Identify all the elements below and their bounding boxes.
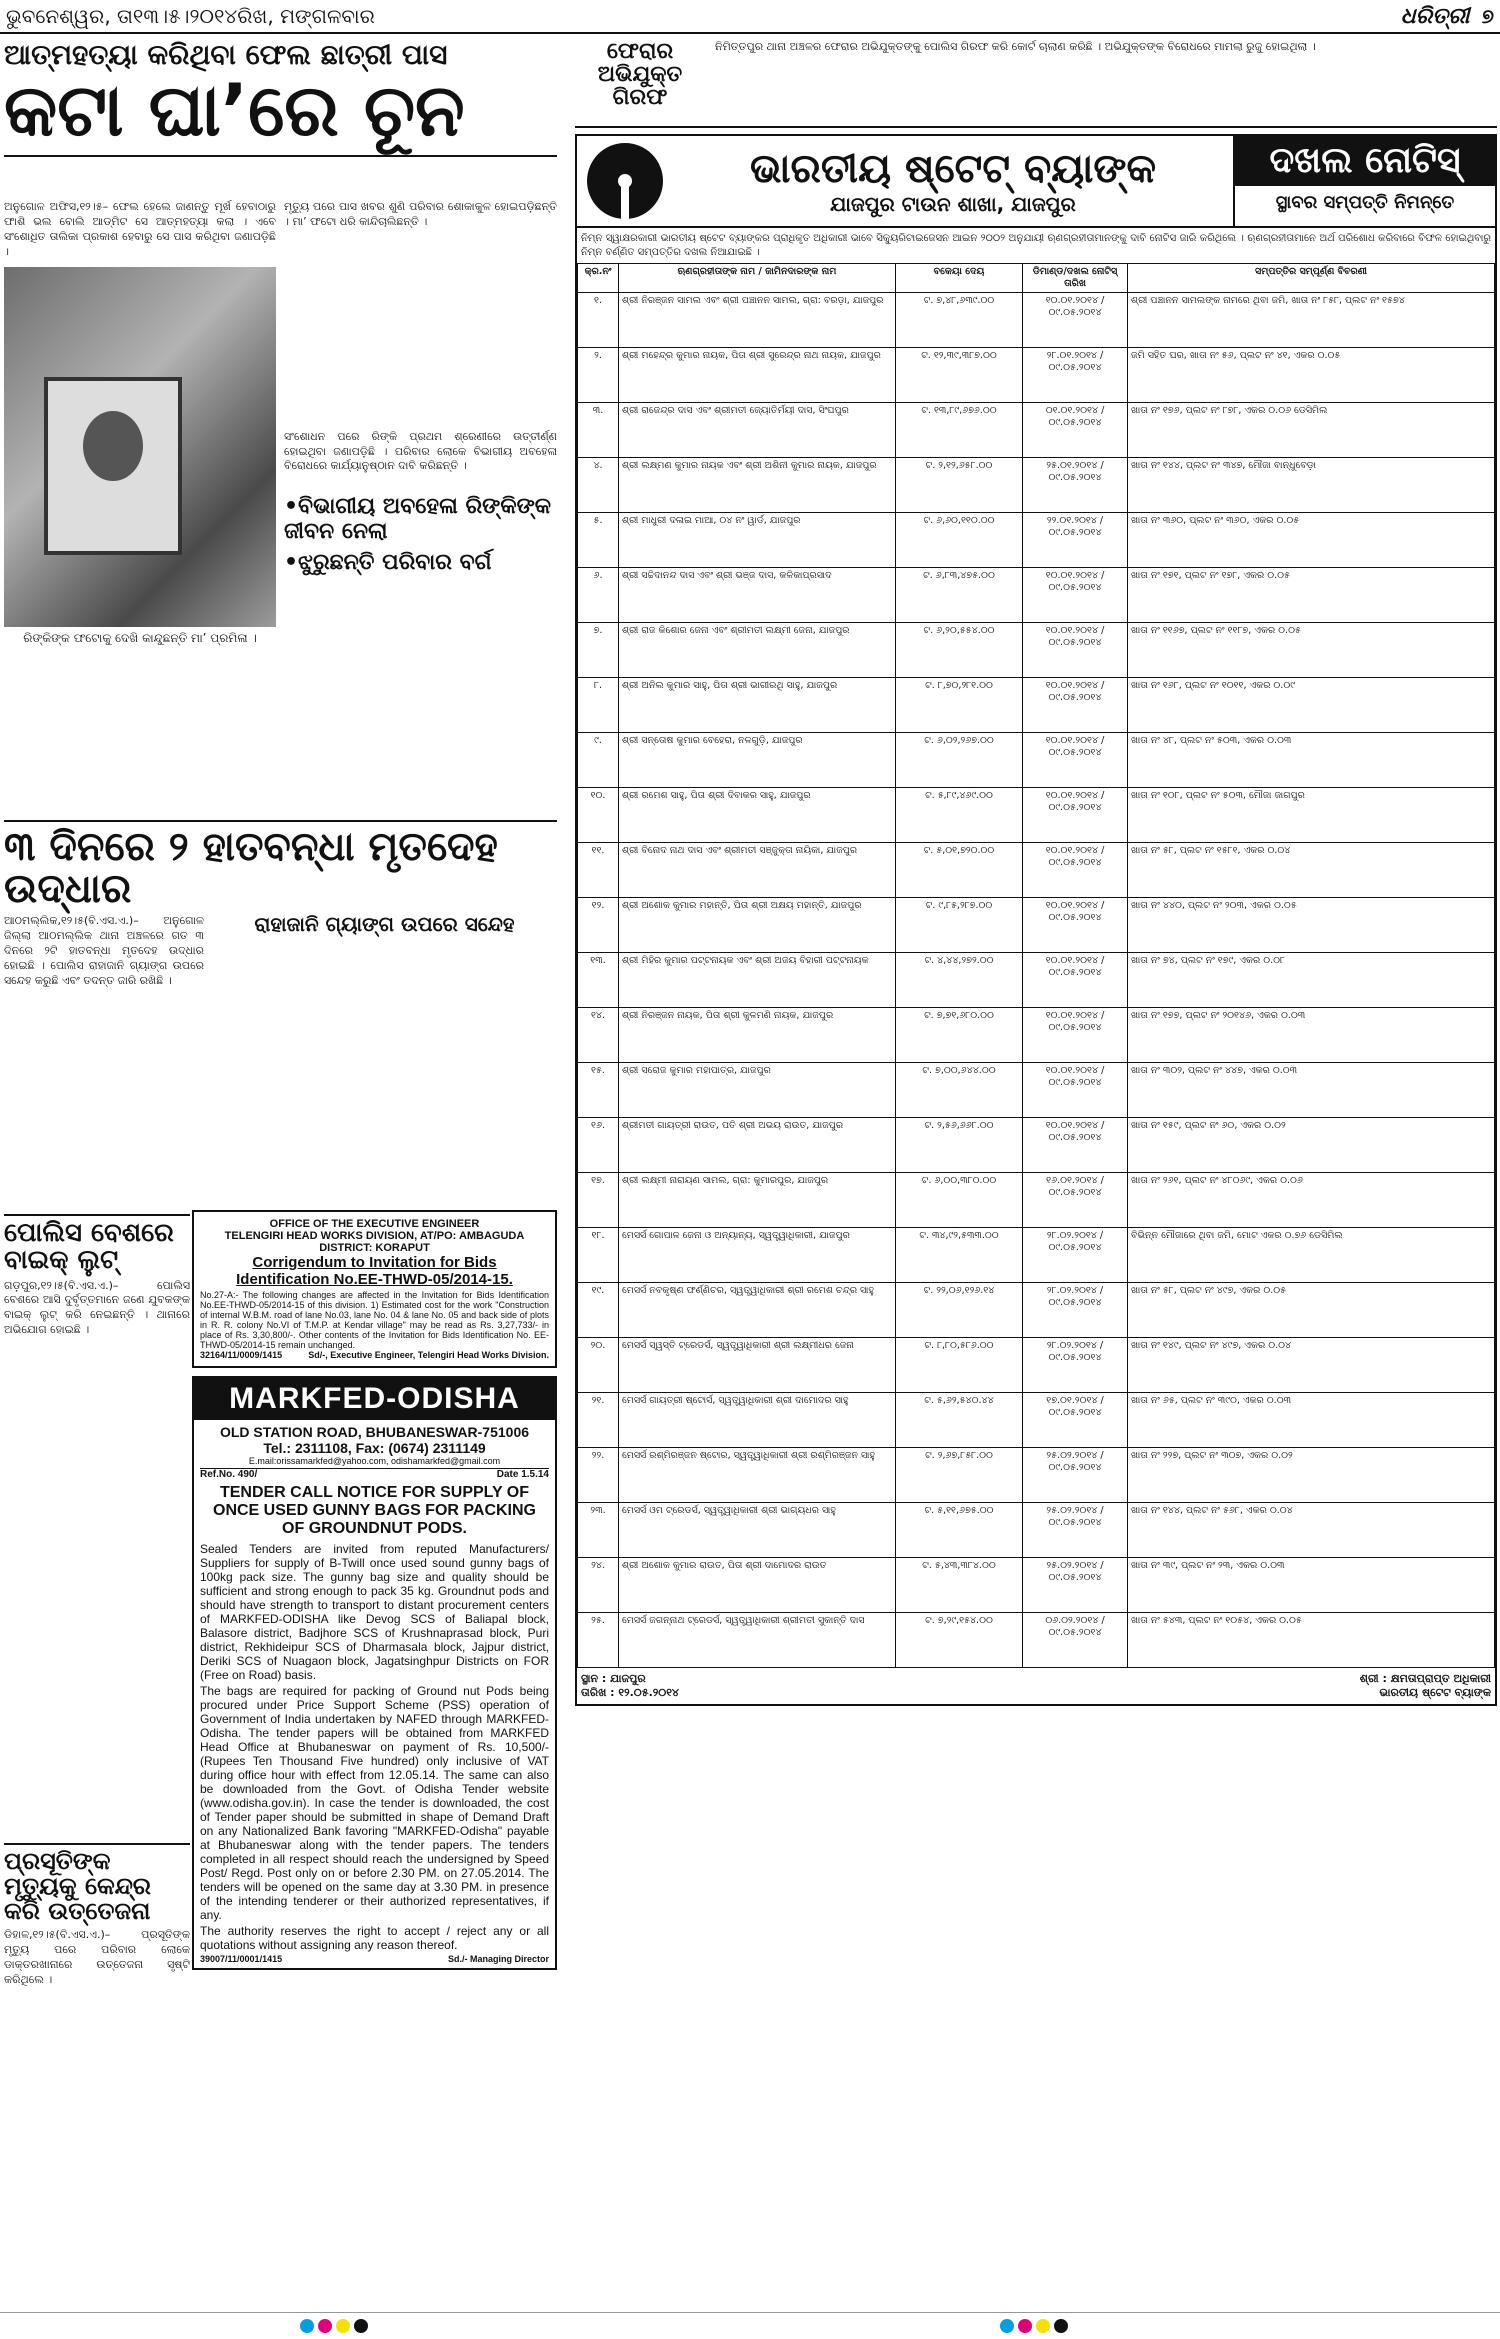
sbi-table-row xyxy=(578,512,1495,567)
sbi-table-cell: ୨୮.୦୧.୨୦୧୪ / ୦୯.୦୫.୨୦୧୪ xyxy=(1023,347,1128,402)
sbi-table-cell: ଖାତା ନଂ ୧୭୭, ପ୍ଲଟ ନଂ ୨୦୧୪୬, ଏକର ୦.୦୩ xyxy=(1128,1007,1495,1062)
sbi-table-cell: ଶ୍ରୀ ମାଧୁରୀ ଦଳାଇ ମାଆ, ୦୪ ନଂ ୱାର୍ଡ, ଯାଜପୁର xyxy=(619,512,896,567)
sbi-table-cell: ମେସର୍ସ ଜଗନ୍ନାଥ ଟ୍ରେଡର୍ସ, ସ୍ୱତ୍ତ୍ୱାଧିକାରୀ ଶ୍ରୀମତୀ ସୁକାନ୍ତି ଦାସ xyxy=(619,1612,896,1667)
sbi-table-cell: ଖାତା ନଂ ୩୬୦, ପ୍ଲଟ ନଂ ୩୬୦, ଏକର ୦.୦୫ xyxy=(1128,512,1495,567)
sbi-table-cell: ମେସର୍ସ ଓମ ଟ୍ରେଡର୍ସ, ସ୍ୱତ୍ତ୍ୱାଧିକାରୀ ଶ୍ରୀ ଭାଗ୍ୟଧର ସାହୁ xyxy=(619,1502,896,1557)
story1-p2: ମୃତ୍ୟୁ ପରେ ପାସ ଖବର ଶୁଣି ପରିବାର ଶୋକାକୁଳ ହୋଇପଡ଼ିଛନ୍ତି । ମା’ ଫଟୋ ଧରି କାନ୍ଦିଚାଲିଛନ୍ତି । xyxy=(284,200,557,228)
story1-p1: ଅନୁଗୋଳ ଅଫିସ,୧୨।୫– ଫେଲ ହେଲେ ଜାଣନ୍ତୁ ମୂର୍ଖ ହେବାଠାରୁ ଫାଶି ଭଲ ବୋଲି ଆଡ୍‌ମିଟ ସେ ଆତ୍ମହତ୍ୟା କଲା । ଏବେ ସଂଶୋଧିତ ତାଲିକା ପ୍ରକାଶ ହେବାରୁ ସେ ପାସ କରିଥିବା ଜଣାପଡ଼ିଛି । xyxy=(4,200,276,258)
sbi-table-cell: ୧୦.୦୧.୨୦୧୪ / ୦୯.୦୫.୨୦୧୪ xyxy=(1023,1062,1128,1117)
markfed-address: OLD STATION ROAD, BHUBANESWAR-751006 xyxy=(219,1424,530,1440)
sbi-table-cell: ୧୦.୦୧.୨୦୧୪ / ୦୯.୦୫.୨୦୧୪ xyxy=(1023,1007,1128,1062)
page-header xyxy=(0,0,1500,34)
markfed-tel: Tel.: 2311108, Fax: (0674) 2311149 xyxy=(263,1440,486,1456)
sbi-table-cell: ଖାତା ନଂ ୩୦୨, ପ୍ଲଟ ନଂ ୪୪୭, ଏକର ୦.୦୩ xyxy=(1128,1062,1495,1117)
print-registration-strip xyxy=(0,2312,1500,2339)
markfed-ad xyxy=(192,1376,557,1970)
thwd-line-2: TELENGIRI HEAD WORKS DIVISION, AT/PO: AMBAGUDA xyxy=(224,1230,525,1242)
sbi-table-cell: ୧୮. xyxy=(578,1227,619,1282)
sbi-table-cell: ୧୦.୦୧.୨୦୧୪ / ୦୯.୦୫.୨୦୧୪ xyxy=(1023,622,1128,677)
sbi-table-row xyxy=(578,567,1495,622)
sbi-table-cell: ୧୦.୦୧.୨୦୧୪ / ୦୯.୦୫.୨୦୧୪ xyxy=(1023,732,1128,787)
sbi-title: ଭାରତୀୟ ଷ୍ଟେଟ୍ ବ୍ୟାଙ୍କ xyxy=(749,146,1157,192)
sbi-table-cell: ଶ୍ରୀ ନିରଞ୍ଜନ ନାୟକ, ପିତା ଶ୍ରୀ କୁଳମଣି ନାୟକ, ଯାଜପୁର xyxy=(619,1007,896,1062)
thwd-sign: Sd/-, Executive Engineer, Telengiri Head Works Division. xyxy=(308,1350,549,1360)
sbi-table-cell: ମେସର୍ସ ନବକୃଷ୍ଣ ଫର୍ଣ୍ଣିଚର, ସ୍ୱତ୍ତ୍ୱାଧିକାରୀ ଶ୍ରୀ ରମେଶ ଚନ୍ଦ୍ର ସାହୁ xyxy=(619,1282,896,1337)
sbi-table-cell: ଟ. ୮,୮୦,୫୮୬.୦୦ xyxy=(896,1337,1023,1392)
sbi-table-cell: ଖାତା ନଂ ୨୬୧, ପ୍ଲଟ ନଂ ୪୮୦୬୯, ଏକର ୦.୦୬ xyxy=(1128,1172,1495,1227)
sbi-table-cell: ଟ. ୭,୭୧,୬୮୦.୦୦ xyxy=(896,1007,1023,1062)
sbi-table-cell: ଟ. ୨୨,୦୬,୧୨୬.୧୪ xyxy=(896,1282,1023,1337)
sbi-table-cell: ୦୬.୦୨.୨୦୧୪ / ୦୯.୦୫.୨୦୧୪ xyxy=(1023,1612,1128,1667)
sbi-table-cell: ୫. xyxy=(578,512,619,567)
sbi-table-row xyxy=(578,1612,1495,1667)
story1-bullet-1: •ବିଭାଗୀୟ ଅବହେଳା ରିଙ୍କିଙ୍କ ଜୀବନ ନେଲା xyxy=(284,494,552,545)
sbi-table-row xyxy=(578,1392,1495,1447)
sbi-table-cell: ୨୦. xyxy=(578,1337,619,1392)
story-top xyxy=(4,40,557,161)
sbi-table-cell: ୧୭.୦୧.୨୦୧୪ / ୦୯.୦୫.୨୦୧୪ xyxy=(1023,1392,1128,1447)
sbi-table-cell: ଟ. ୬,୬୦,୧୧୦.୦୦ xyxy=(896,512,1023,567)
sbi-table-cell: ମେସର୍ସ ଗୋପାଳ ଜେନା ଓ ଅନ୍ୟାନ୍ୟ, ସ୍ୱତ୍ତ୍ୱାଧିକାରୀ, ଯାଜପୁର xyxy=(619,1227,896,1282)
sbi-table-cell: ୧୦.୦୧.୨୦୧୪ / ୦୯.୦୫.୨୦୧୪ xyxy=(1023,842,1128,897)
story1-caption: ରିଙ୍କିଙ୍କ ଫଟୋକୁ ଦେଖି କାନ୍ଦୁଛନ୍ତି ମା’ ପ୍ରମିଳା । xyxy=(23,631,257,646)
sbi-table-cell: ୧୧. xyxy=(578,842,619,897)
sbi-table-cell: ଟ. ୨,୫୬,୬୬୮.୦୦ xyxy=(896,1117,1023,1172)
sbi-table-cell: ଟ. ୮,୭୦,୨୮୧.୦୦ xyxy=(896,677,1023,732)
sbi-table-cell: ମେସର୍ସ ସ୍ୱସ୍ତି ଟ୍ରେଡର୍ସ, ସ୍ୱତ୍ତ୍ୱାଧିକାରୀ ଶ୍ରୀ ଲକ୍ଷ୍ମୀଧର ଜେନା xyxy=(619,1337,896,1392)
ads-column xyxy=(192,1210,557,1970)
thwd-ad xyxy=(192,1210,557,1368)
sbi-table-cell: ୯. xyxy=(578,732,619,787)
sbi-table-cell: ଟ. ୬,୦୨,୨୬୭.୦୦ xyxy=(896,732,1023,787)
sbi-table-cell: ଖାତା ନଂ ୪୪୦, ପ୍ଲଟ ନଂ ୨୦୩, ଏକର ୦.୦୫ xyxy=(1128,897,1495,952)
sbi-table-cell: ୧୭. xyxy=(578,1172,619,1227)
sbi-table-cell: ଜମି ସହିତ ଘର, ଖାତା ନଂ ୫୬, ପ୍ଲଟ ନଂ ୪୧, ଏକର ୦.୦୫ xyxy=(1128,347,1495,402)
story1-body xyxy=(4,200,557,989)
sbi-table-cell: ଟ. ୭,୦୦,୬୪୪.୦୦ xyxy=(896,1062,1023,1117)
story1-photo xyxy=(4,267,276,627)
sbi-table-cell: ଖାତା ନଂ ୧୬୮, ପ୍ଲଟ ନଂ ୧୦୧୧, ଏକର ୦.୦୯ xyxy=(1128,677,1495,732)
sbi-table-cell: ୨. xyxy=(578,347,619,402)
thwd-line-4: Corrigendum to Invitation for Bids xyxy=(252,1254,497,1271)
sbi-table-cell: ୧୪. xyxy=(578,1007,619,1062)
sbi-table-row xyxy=(578,292,1495,347)
sbi-table-row xyxy=(578,402,1495,457)
sbi-table-cell: ୧୦. xyxy=(578,787,619,842)
sbi-table-cell: ଟ. ୬,୨୦,୫୫୪.୦୦ xyxy=(896,622,1023,677)
markfed-sign: Sd./- Managing Director xyxy=(447,1954,549,1964)
sbi-col-header: ବକେୟା ଦେୟ xyxy=(896,264,1023,293)
sbi-table-cell: ଟ. ୫,୧୧,୬୭୫.୦୦ xyxy=(896,1502,1023,1557)
sbi-table-cell: ଟ. ୨,୧୨,୬୫୮.୦୦ xyxy=(896,457,1023,512)
sbi-table-cell: ଖାତା ନଂ ୫୪୩, ପ୍ଲଟ ନଂ ୧୦୫୪, ଏକର ୦.୦୫ xyxy=(1128,1612,1495,1667)
sbi-table-row xyxy=(578,1227,1495,1282)
sbi-table-cell: ମେସର୍ସ ରଶ୍ମିରଞ୍ଜନ ଷ୍ଟୋର, ସ୍ୱତ୍ତ୍ୱାଧିକାରୀ ଶ୍ରୀ ରଶ୍ମିରଞ୍ଜନ ସାହୁ xyxy=(619,1447,896,1502)
story1-headline: କଟା ଘା’ରେ ଚୂନ xyxy=(4,68,465,153)
sbi-table-cell: ଶ୍ରୀ ସନ୍ତୋଷ କୁମାର ବେହେରା, ନଳଗୁଡ଼ି, ଯାଜପୁର xyxy=(619,732,896,787)
sbi-table-row xyxy=(578,1007,1495,1062)
sbi-table-row xyxy=(578,787,1495,842)
markfed-title: MARKFED-ODISHA xyxy=(194,1378,555,1420)
story1-bullet-2: •ଝୁରୁଛନ୍ତି ପରିବାର ବର୍ଗ xyxy=(284,550,492,576)
sbi-table-cell: ଟ. ୫,୬୨,୫୪୦.୪୪ xyxy=(896,1392,1023,1447)
markfed-ref: Ref.No. 490/ xyxy=(200,1469,258,1480)
sbi-table-row xyxy=(578,677,1495,732)
sbi-table-row xyxy=(578,1447,1495,1502)
thwd-line-1: OFFICE OF THE EXECUTIVE ENGINEER xyxy=(269,1218,480,1230)
sbi-table-cell: ଶ୍ରୀ ଅଶୋକ କୁମାର ରାଉତ, ପିତା ଶ୍ରୀ ଦାମୋଦର ରାଉତ xyxy=(619,1557,896,1612)
story3-headline: ପୋଲିସ ବେଶରେ ବାଇକ୍ ଲୁଟ୍ xyxy=(4,1218,174,1276)
sbi-table-cell: ୭. xyxy=(578,622,619,677)
markfed-ref2: 39007/11/0001/1415 xyxy=(200,1954,283,1964)
sbi-table-row xyxy=(578,842,1495,897)
sbi-signatory-2: ଭାରତୀୟ ଷ୍ଟେଟ ବ୍ୟାଙ୍କ xyxy=(1379,1685,1491,1699)
sbi-table-cell: ୨୮.୦୨.୨୦୧୪ / ୦୯.୦୫.୨୦୧୪ xyxy=(1023,1227,1128,1282)
sbi-table-cell: ଶ୍ରୀ ଅନିଲ କୁମାର ସାହୁ, ପିତା ଶ୍ରୀ ଭାଗୀରଥି ସାହୁ, ଯାଜପୁର xyxy=(619,677,896,732)
sbi-table-cell: ୨୨. xyxy=(578,1447,619,1502)
sbi-table-cell: ଖାତା ନଂ ୧୪୪, ପ୍ଲଟ ନଂ ୫୬୮, ଏକର ୦.୦୪ xyxy=(1128,1502,1495,1557)
sbi-logo-icon xyxy=(577,136,673,226)
sbi-table-cell: ଟ. ୨,୬୭,୮୫୮.୦୦ xyxy=(896,1447,1023,1502)
sbi-table-row xyxy=(578,622,1495,677)
sbi-table-cell: ଶ୍ରୀ ରମେଶ ସାହୁ, ପିତା ଶ୍ରୀ ଦିବାକର ସାହୁ, ଯାଜପୁର xyxy=(619,787,896,842)
sbi-table-cell: ଖାତା ନଂ ୧୭୧, ପ୍ଲଟ ନଂ ୧୭୮, ଏକର ୦.୦୫ xyxy=(1128,567,1495,622)
sbi-table-cell: ୨୮.୦୨.୨୦୧୪ / ୦୯.୦୫.୨୦୧୪ xyxy=(1023,1282,1128,1337)
markfed-date: Date 1.5.14 xyxy=(496,1469,549,1480)
sbi-table-cell: ଖାତା ନଂ ୫୮, ପ୍ଲଟ ନଂ ୧୫୮୧, ଏକର ୦.୦୪ xyxy=(1128,842,1495,897)
markfed-email: E.mail:orissamarkfed@yahoo.com, odishamarkfed@gmail.com xyxy=(200,1456,549,1469)
sbi-col-header: ସମ୍ପତ୍ତିର ସମ୍ପୂର୍ଣ୍ଣ ବିବରଣୀ xyxy=(1128,264,1495,293)
sbi-table-row xyxy=(578,1117,1495,1172)
story4-headline: ପ୍ରସୂତିଙ୍କ ମୃତ୍ୟୁକୁ କେନ୍ଦ୍ର କରି ଉତ୍ତେଜନା xyxy=(4,1846,152,1925)
sbi-table-cell: ଖାତା ନଂ ୧୪୪, ପ୍ଲଟ ନଂ ୩୪୭, ମୌଜା ବାନ୍ଧୁବେଡ଼ା xyxy=(1128,457,1495,512)
sbi-table-cell: ୨୫.୦୨.୨୦୧୪ / ୦୯.୦୫.୨୦୧୪ xyxy=(1023,1557,1128,1612)
sbi-table-cell: ଟ. ୫,୪୩,୩୮୪.୦୦ xyxy=(896,1557,1023,1612)
sbi-table-cell: ଖାତା ନଂ ୧୪୯, ପ୍ଲଟ ନଂ ୪୯୭, ଏକର ୦.୦୪ xyxy=(1128,1337,1495,1392)
sbi-table-cell: ୦୧.୦୧.୨୦୧୪ / ୦୯.୦୫.୨୦୧୪ xyxy=(1023,402,1128,457)
sbi-table-cell: ୬. xyxy=(578,567,619,622)
sbi-table-cell: ୨୫.୦୨.୨୦୧୪ / ୦୯.୦୫.୨୦୧୪ xyxy=(1023,1447,1128,1502)
story5-body: ନିମିତ୍ତପୁର ଥାନା ଅଞ୍ଚଳର ଫେରାର ଅଭିଯୁକ୍ତଙ୍କୁ ପୋଲିସ ଗିରଫ କରି କୋର୍ଟ ଚାଲାଣ କରିଛି । ଅଭିଯୁକ୍ତଙ୍କ ବିରୋଧରେ ମାମଲା ରୁଜୁ ହୋଇଥିଲା । xyxy=(715,40,1316,53)
right-column xyxy=(575,40,1497,1706)
sbi-table-cell: ୨୨.୦୧.୨୦୧୪ / ୦୯.୦୫.୨୦୧୪ xyxy=(1023,512,1128,567)
sbi-notice xyxy=(575,134,1497,1706)
sbi-notice-title: ଦଖଲ ନୋଟିସ୍ xyxy=(1235,136,1495,186)
brand-logo: ଧରିତ୍ରୀ xyxy=(1400,3,1470,29)
sbi-table-cell: ୧୬.୦୧.୨୦୧୪ / ୦୯.୦୫.୨୦୧୪ xyxy=(1023,1172,1128,1227)
markfed-p1: Sealed Tenders are invited from reputed Manufacturers/ Suppliers for supply of B-Twill once used sound gunny bags of 100kg pack size. The gunny bag size and quality should be sufficient and strong enough to pack 35 kg. Groundnut pods and should have strength to transport to distant procurement centers of MARKFED-ODISHA like Devog SCS of Baliapal block, Balasore district, Badjhore SCS of Krushnaprasad block, Puri district, Rekhideipur SCS of Dharmasala block, Jajpur district, Deriki SCS of Nuagaon block, Jagatsinghpur Districts on FOR (Free on Road) basis. xyxy=(200,1542,549,1682)
sbi-table-cell: ଶ୍ରୀ ଲକ୍ଷ୍ମଣ କୁମାର ନାୟକ ଏବଂ ଶ୍ରୀ ଅଶିନୀ କୁମାର ନାୟକ, ଯାଜପୁର xyxy=(619,457,896,512)
sbi-table-cell: ଖାତା ନଂ ୩୯, ପ୍ଲଟ ନଂ ୨୩, ଏକର ୦.୦୩ xyxy=(1128,1557,1495,1612)
sbi-col-header: କ୍ର.ନଂ xyxy=(578,264,619,293)
sbi-table-cell: ୮. xyxy=(578,677,619,732)
sbi-table-cell: ମେସର୍ସ ଗାୟତ୍ରୀ ଷ୍ଟୋର୍ସ, ସ୍ୱତ୍ତ୍ୱାଧିକାରୀ ଶ୍ରୀ ଦାମୋଦର ସାହୁ xyxy=(619,1392,896,1447)
sbi-table-cell: ଶ୍ରୀ ବିନୋଦ ନାଥ ଦାସ ଏବଂ ଶ୍ରୀମତୀ ସଞ୍ଜୁକ୍ତା ନାୟିକା, ଯାଜପୁର xyxy=(619,842,896,897)
sbi-table-cell: ଟ. ୭,୪୮,୬୩୯.୦୦ xyxy=(896,292,1023,347)
story2-headline: ୩ ଦିନରେ ୨ ହାତବନ୍ଧା ମୃତଦେହ ଉଦ୍ଧାର xyxy=(4,824,498,913)
sbi-table-cell: ୨୫.୦୨.୨୦୧୪ / ୦୯.୦୫.୨୦୧୪ xyxy=(1023,1502,1128,1557)
markfed-heading: TENDER CALL NOTICE FOR SUPPLY OF ONCE USED GUNNY BAGS FOR PACKING OF GROUNDNUT PODS. xyxy=(213,1484,536,1537)
sbi-table-cell: ଟ. ୬,୦୦,୩୮୦.୦୦ xyxy=(896,1172,1023,1227)
sbi-table-cell: ୨୫. xyxy=(578,1612,619,1667)
sbi-table-cell: ଶ୍ରୀ ମିହିର କୁମାର ପଟ୍ଟନାୟକ ଏବଂ ଶ୍ରୀ ଅଜୟ ବିହାରୀ ପଟ୍ଟନାୟକ xyxy=(619,952,896,1007)
sbi-table-cell: ଖାତା ନଂ ୭୪, ପ୍ଲଟ ନଂ ୧୭୯, ଏକର ୦.୦୮ xyxy=(1128,952,1495,1007)
sbi-table-cell: ୧୯. xyxy=(578,1282,619,1337)
story1-kicker: ଆତ୍ମହତ୍ୟା କରିଥିବା ଫେଲ ଛାତ୍ରୀ ପାସ xyxy=(4,38,448,71)
sbi-table-cell: ଶ୍ରୀ ସଚ୍ଚିଦାନନ୍ଦ ଦାସ ଏବଂ ଶ୍ରୀ ଭଞ୍ଜ ଦାସ, କଳିକାପ୍ରସାଦ xyxy=(619,567,896,622)
sbi-table-cell: ଟ. ୭,୨୯,୧୫୪.୦୦ xyxy=(896,1612,1023,1667)
sbi-table-cell: ୧୦.୦୧.୨୦୧୪ / ୦୯.୦୫.୨୦୧୪ xyxy=(1023,1117,1128,1172)
sbi-table-cell: ଶ୍ରୀମତୀ ଗାୟତ୍ରୀ ରାଉତ, ପତି ଶ୍ରୀ ଅଭୟ ରାଉତ, ଯାଜପୁର xyxy=(619,1117,896,1172)
sbi-table-cell: ୨୫.୦୧.୨୦୧୪ / ୦୯.୦୫.୨୦୧୪ xyxy=(1023,457,1128,512)
sbi-table-cell: ୧୦.୦୧.୨୦୧୪ / ୦୯.୦୫.୨୦୧୪ xyxy=(1023,677,1128,732)
sbi-table-row xyxy=(578,897,1495,952)
sbi-table-cell: ୧. xyxy=(578,292,619,347)
sbi-place: ସ୍ଥାନ : ଯାଜପୁର xyxy=(581,1671,646,1685)
sbi-table-cell: ଶ୍ରୀ ପଞ୍ଚାନନ ସାମଲଙ୍କ ନାମରେ ଥିବା ଜମି, ଖାତା ନଂ ୮୫୮, ପ୍ଲଟ ନଂ ୧୫୭୪ xyxy=(1128,292,1495,347)
sbi-col-header: ଡିମାଣ୍ଡ/ଦଖଲ ନୋଟିସ୍ ତାରିଖ xyxy=(1023,264,1128,293)
story2-sub: ରାହାଜାନି ଗ୍ୟାଙ୍ଗ ଉପରେ ସନ୍ଦେହ xyxy=(254,912,515,937)
sbi-table-row xyxy=(578,457,1495,512)
sbi-table-row xyxy=(578,1337,1495,1392)
sbi-branch: ଯାଜପୁର ଟାଉନ ଶାଖା, ଯାଜପୁର xyxy=(830,192,1076,216)
story5-kicker: ଫେରାର ଅଭିଯୁକ୍ତ ଗିରଫ xyxy=(597,39,683,111)
sbi-date: ତାରିଖ : ୧୨.୦୫.୨୦୧୪ xyxy=(581,1685,679,1699)
sbi-intro: ନିମ୍ନ ସ୍ୱାକ୍ଷରକାରୀ ଭାରତୀୟ ଷ୍ଟେଟ ବ୍ୟାଙ୍କର ପ୍ରାଧିକୃତ ଅଧିକାରୀ ଭାବେ ସିକ୍ୟୁରିଟାଇଜେସନ ଆଇନ ୨୦୦୨ ଅନୁଯାୟୀ ଋଣଗ୍ରହୀତାମାନଙ୍କୁ ଦାବି ନୋଟିସ ଜାରି କରିଥିଲେ । ଋଣଗ୍ରହୀତାମାନେ ଅର୍ଥ ପରିଶୋଧ କରିବାରେ ବିଫଳ ହୋଇଥିବାରୁ ନିମ୍ନ ବର୍ଣ୍ଣିତ ସମ୍ପତ୍ତିର ଦଖଲ ନିଆଯାଇଛି । xyxy=(581,233,1491,258)
sbi-table-cell: ୨୩. xyxy=(578,1502,619,1557)
sbi-table-cell: ଖାତା ନଂ ୪୮, ପ୍ଲଟ ନଂ ୫୦୩, ଏକର ୦.୦୩ xyxy=(1128,732,1495,787)
sbi-table-cell: ୧୦.୦୧.୨୦୧୪ / ୦୯.୦୫.୨୦୧୪ xyxy=(1023,952,1128,1007)
sbi-table-cell: ୧୦.୦୧.୨୦୧୪ / ୦୯.୦୫.୨୦୧୪ xyxy=(1023,787,1128,842)
sbi-table-cell: ଶ୍ରୀ ରାଜେନ୍ଦ୍ର ଦାସ ଏବଂ ଶ୍ରୀମତୀ ଜ୍ୟୋତିର୍ମୟୀ ଦାସ, ସିଂଘପୁର xyxy=(619,402,896,457)
sbi-table-cell: ଖାତା ନଂ ୧୭୬, ପ୍ଲଟ ନଂ ୮୭୮, ଏକର ୦.୦୬ ଡେସିମିଲ xyxy=(1128,402,1495,457)
sbi-table-cell: ୧୩. xyxy=(578,952,619,1007)
sbi-table-cell: ୨୪. xyxy=(578,1557,619,1612)
sbi-table-cell: ବିଭିନ୍ନ ମୌଜାରେ ଥିବା ଜମି, ମୋଟ ଏକର ୦.୭୬ ଡେସିମିଲ xyxy=(1128,1227,1495,1282)
sbi-table-cell: ଟ. ୫,୮୯,୪୬୯.୦୦ xyxy=(896,787,1023,842)
sbi-table-cell: ୧୦.୦୧.୨୦୧୪ / ୦୯.୦୫.୨୦୧୪ xyxy=(1023,897,1128,952)
sbi-table-cell: ଶ୍ରୀ ଲକ୍ଷ୍ମୀ ନାରାୟଣ ସାମଲ, ଗ୍ରା: କୁମାରପୁର, ଯାଜପୁର xyxy=(619,1172,896,1227)
sbi-table-cell: ୨୮.୦୨.୨୦୧୪ / ୦୯.୦୫.୨୦୧୪ xyxy=(1023,1337,1128,1392)
page-number: ୭ xyxy=(1481,3,1494,28)
story4-body: ଡିହାଳ,୧୨।୫(ବି.ଏସ.ଏ.)– ପ୍ରସୂତିଙ୍କ ମୃତ୍ୟୁ ପରେ ପରିବାର ଲୋକେ ଡାକ୍ତରଖାନାରେ ଉତ୍ତେଜନା ସୃଷ୍ଟି କରିଥିଲେ । xyxy=(4,1928,190,1986)
dateline: ଭୁବନେଶ୍ୱର, ତା୧୩।୫।୨୦୧୪ରିଖ, ମଙ୍ଗଳବାର xyxy=(6,4,375,28)
sbi-table-cell: ଖାତା ନଂ ୬୫, ପ୍ଲଟ ନଂ ୩୯୦, ଏକର ୦.୦୩ xyxy=(1128,1392,1495,1447)
sbi-table-cell: ଟ. ୧୩,୮୯,୬୭୬.୦୦ xyxy=(896,402,1023,457)
sbi-table-cell: ଟ. ୬,୮୩,୪୭୫.୦୦ xyxy=(896,567,1023,622)
thwd-body: No.27-A:- The following changes are affected in the Invitation for Bids Identification No.EE-THWD-05/2014-15 of this division. 1) Estimated cost for the work "Construction of internal W.B.M. road of lane No.03, lane No. 04 & lane No. 05 and back side of plots in R. R. colony No.VI of T.M.P. at Kendar village" may be read as Rs. 3,27,733/- in place of Rs. 3,30,800/-. Other contents of the Invitation for Bids Identification No. EE-THWD-05/2014-15 remain unchanged. xyxy=(200,1290,549,1350)
sbi-table-cell: ଟ. ୪,୪୪,୨୭୨.୦୦ xyxy=(896,952,1023,1007)
markfed-p2: The bags are required for packing of Ground nut Pods being procured under Price Support Scheme (PSS) operation of Government of India undertaken by NAFED through MARKFED-Odisha. The tender papers will be obtained from MARKFED Head Office at Bhubaneswar on payment of Rs. 10,500/- (Rupees Ten Thousand Five hundred) only inclusive of VAT during office hour with effect from 12.05.14. The same can also be downloaded from the Govt. of Odisha Tender website (www.odisha.gov.in). In case the tender is downloaded, the cost of Tender paper should be submitted in shape of Demand Draft on any Nationalized Bank favoring "MARKFED-Odisha" payable at Bhubaneswar along with the tender papers. The tenders completed in all respect should reach the undersigned by Speed Post/ Regd. Post only on or before 2.30 PM. on 27.05.2014. The tenders will be opened on the same day at 3.30 PM. in presence of the intending tenderer or their authorized representatives, if any. xyxy=(200,1684,549,1922)
sbi-col-header: ଋଣଗ୍ରହୀତାଙ୍କ ନାମ / ଜାମିନଦାରଙ୍କ ନାମ xyxy=(619,264,896,293)
sbi-table-cell: ଶ୍ରୀ ରାଜ କିଶୋର ଜେନା ଏବଂ ଶ୍ରୀମତୀ ଲକ୍ଷ୍ମୀ ଜେନା, ଯାଜପୁର xyxy=(619,622,896,677)
sbi-table-cell: ଟ. ୩୪,୯୨,୫୩୩.୦୦ xyxy=(896,1227,1023,1282)
sbi-table-cell: ଖାତା ନଂ ୧୫୯, ପ୍ଲଟ ନଂ ୬୦, ଏକର ୦.୦୨ xyxy=(1128,1117,1495,1172)
sbi-table-cell: ଶ୍ରୀ ସରୋଜ କୁମାର ମହାପାତ୍ର, ଯାଜପୁର xyxy=(619,1062,896,1117)
sbi-table-cell: ଖାତା ନଂ ୫୮, ପ୍ଲଟ ନଂ ୪୯୭, ଏକର ୦.୦୫ xyxy=(1128,1282,1495,1337)
sbi-table-row xyxy=(578,1172,1495,1227)
story3-body: ଗଡ଼ପୁର,୧୨।୫(ବି.ଏସ.ଏ.)– ପୋଲିସ ବେଶରେ ଆସି ଦୁର୍ବୃତ୍ତମାନେ ଜଣେ ଯୁବକଙ୍କ ବାଇକ୍ ଲୁଟ୍ କରି ନେଇଛନ୍ତି । ଥାନାରେ ଅଭିଯୋଗ ହୋଇଛି । xyxy=(4,1278,190,1337)
sbi-table-cell: ୧୦.୦୧.୨୦୧୪ / ୦୯.୦୫.୨୦୧୪ xyxy=(1023,567,1128,622)
sbi-table-cell: ଶ୍ରୀ ମହେନ୍ଦ୍ର କୁମାର ନାୟକ, ପିତା ଶ୍ରୀ ସୁରେନ୍ଦ୍ର ନାଥ ନାୟକ, ଯାଜପୁର xyxy=(619,347,896,402)
thwd-line-5: Identification No.EE-THWD-05/2014-15. xyxy=(236,1271,513,1288)
sbi-table-cell: ୧୦.୦୧.୨୦୧୪ / ୦୯.୦୫.୨୦୧୪ xyxy=(1023,292,1128,347)
sbi-table-cell: ୨୧. xyxy=(578,1392,619,1447)
sbi-table-row xyxy=(578,1282,1495,1337)
sbi-table-row xyxy=(578,1557,1495,1612)
sbi-table-cell: ଖାତା ନଂ ୧୦୮, ପ୍ଲଟ ନଂ ୫୦୩, ମୌଜା ଜାଗପୁର xyxy=(1128,787,1495,842)
sbi-table-row xyxy=(578,732,1495,787)
thwd-ref: 32164/11/0009/1415 xyxy=(200,1350,283,1360)
story1-p3: ସଂଶୋଧନ ପରେ ରିଙ୍କି ପ୍ରଥମ ଶ୍ରେଣୀରେ ଉତ୍ତୀର୍ଣ୍ଣ ହୋଇଥିବା ଜଣାପଡ଼ିଛି । ପରିବାର ଲୋକେ ବିଭାଗୀୟ ଅବହେଳା ବିରୋଧରେ କାର୍ଯ୍ୟାନୁଷ୍ଠାନ ଦାବି କରିଛନ୍ତି । xyxy=(284,429,557,473)
sbi-table-row xyxy=(578,347,1495,402)
sbi-table-cell: ୩. xyxy=(578,402,619,457)
sbi-table-cell: ୧୬. xyxy=(578,1117,619,1172)
sbi-table-cell: ୪. xyxy=(578,457,619,512)
sbi-notice-sub: ସ୍ଥାବର ସମ୍ପତ୍ତି ନିମନ୍ତେ xyxy=(1275,192,1455,213)
sbi-table-row xyxy=(578,952,1495,1007)
thwd-line-3: DISTRICT: KORAPUT xyxy=(319,1242,430,1254)
sbi-table-row xyxy=(578,1502,1495,1557)
sbi-table-cell: ଟ. ୯,୮୫,୨୮୭.୦୦ xyxy=(896,897,1023,952)
sbi-table-row xyxy=(578,1062,1495,1117)
sbi-table-cell: ଶ୍ରୀ ଅଶୋକ କୁମାର ମହାନ୍ତି, ପିତା ଶ୍ରୀ ଅକ୍ଷୟ ମହାନ୍ତି, ଯାଜପୁର xyxy=(619,897,896,952)
sbi-table-cell: ୧୫. xyxy=(578,1062,619,1117)
markfed-p3: The authority reserves the right to accept / reject any or all quotations without assigning any reason thereof. xyxy=(200,1924,549,1952)
story2-body: ଆଠମଲ୍ଲିକ,୧୨।୫(ବି.ଏସ.ଏ.)– ଅନୁଗୋଳ ଜିଲ୍ଲା ଆଠମଲ୍ଲିକ ଥାନା ଅଞ୍ଚଳରେ ଗତ ୩ ଦିନରେ ୨ଟି ହାତବନ୍ଧା ମୃତଦେହ ଉଦ୍ଧାର ହୋଇଛି । ପୋଲିସ ରାହାଜାନି ଗ୍ୟାଙ୍ଗ ଉପରେ ସନ୍ଦେହ କରୁଛି ଏବଂ ତଦନ୍ତ ଜାରି ରଖିଛି । xyxy=(4,914,204,987)
sbi-table-cell: ଟ. ୫,୦୧,୭୨୦.୦୦ xyxy=(896,842,1023,897)
sbi-table-cell: ଶ୍ରୀ ନିରଞ୍ଜନ ସାମଲ ଏବଂ ଶ୍ରୀ ପଞ୍ଚାନନ ସାମଲ, ଗ୍ରା: ବରଡ଼ା, ଯାଜପୁର xyxy=(619,292,896,347)
sbi-table-cell: ଖାତା ନଂ ୨୨୭, ପ୍ଲଟ ନଂ ୩୦୭, ଏକର ୦.୦୨ xyxy=(1128,1447,1495,1502)
sbi-table-cell: ଖାତା ନଂ ୧୧୬୭, ପ୍ଲଟ ନଂ ୧୧୮୭, ଏକର ୦.୦୫ xyxy=(1128,622,1495,677)
left-lower xyxy=(4,1210,190,1988)
sbi-table xyxy=(577,263,1495,1668)
sbi-table-cell: ଟ. ୧୨,୩୯,୩୮୭.୦୦ xyxy=(896,347,1023,402)
sbi-table-cell: ୧୨. xyxy=(578,897,619,952)
sbi-signatory: ଶ୍ରୀ : କ୍ଷମତାପ୍ରାପ୍ତ ଅଧିକାରୀ xyxy=(1359,1671,1491,1685)
